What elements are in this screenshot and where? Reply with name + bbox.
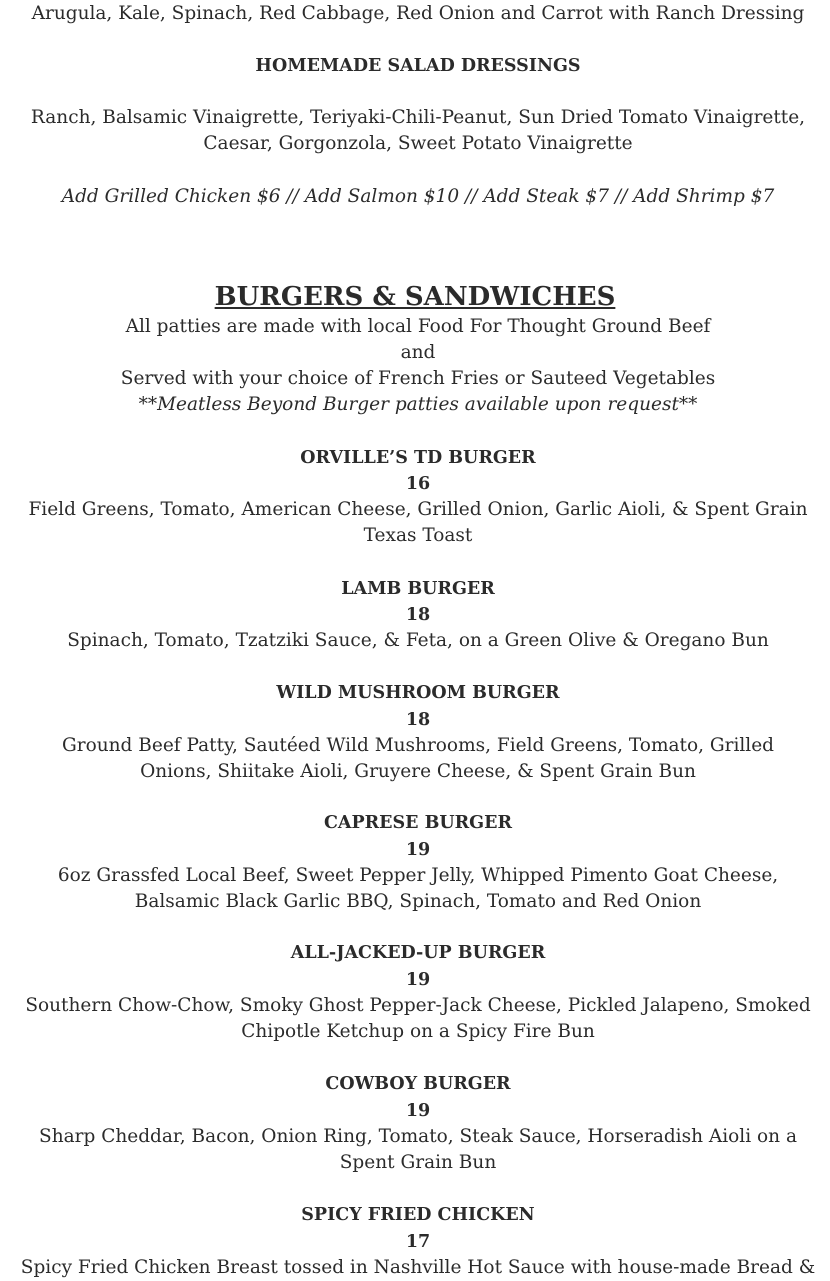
dressings-list-line-1: Ranch, Balsamic Vinaigrette, Teriyaki-Chili-Peanut, Sun Dried Tomato Vinaigrette, (30, 107, 806, 128)
menu-item-name: WILD MUSHROOM BURGER (276, 683, 560, 703)
menu-item-name: CAPRESE BURGER (323, 813, 513, 833)
menu-item-price: 18 (405, 710, 431, 730)
menu-item-price: 19 (405, 1101, 431, 1121)
section-title-burgers: BURGERS & SANDWICHES (214, 282, 616, 312)
salad-addons: Add Grilled Chicken $6 // Add Salmon $10 // Add Steak $7 // Add Shrimp $7 (61, 186, 775, 207)
menu-item-name: LAMB BURGER (341, 579, 495, 599)
burgers-intro-line-1: All patties are made with local Food For Thought Ground Beef (125, 316, 711, 337)
menu-item-price: 19 (405, 840, 431, 860)
menu-item-description: Southern Chow-Chow, Smoky Ghost Pepper-Jack Cheese, Pickled Jalapeno, Smoked (25, 995, 811, 1016)
burgers-intro-line-2: and (400, 342, 436, 363)
menu-item-description: Onions, Shiitake Aioli, Gruyere Cheese, & Spent Grain Bun (140, 761, 696, 782)
menu-item-price: 19 (405, 970, 431, 990)
menu-item-name: ORVILLE’S TD BURGER (300, 448, 536, 468)
burgers-intro-note: **Meatless Beyond Burger patties available upon request** (138, 394, 698, 415)
menu-item-description: Spicy Fried Chicken Breast tossed in Nashville Hot Sauce with house-made Bread & (20, 1257, 816, 1278)
salad-description: Arugula, Kale, Spinach, Red Cabbage, Red Onion and Carrot with Ranch Dressing (31, 3, 805, 24)
menu-item-description: Chipotle Ketchup on a Spicy Fire Bun (241, 1021, 595, 1042)
menu-item-description: Sharp Cheddar, Bacon, Onion Ring, Tomato, Steak Sauce, Horseradish Aioli on a (39, 1126, 797, 1147)
menu-item-name: SPICY FRIED CHICKEN (301, 1205, 535, 1225)
menu-item-description: 6oz Grassfed Local Beef, Sweet Pepper Jelly, Whipped Pimento Goat Cheese, (57, 865, 779, 886)
menu-item-description: Field Greens, Tomato, American Cheese, Grilled Onion, Garlic Aioli, & Spent Grain (28, 499, 808, 520)
menu-item-name: ALL-JACKED-UP BURGER (290, 943, 546, 963)
menu-item-price: 16 (405, 474, 431, 494)
menu-item-description: Spinach, Tomato, Tzatziki Sauce, & Feta, on a Green Olive & Oregano Bun (67, 630, 769, 651)
menu-item-description: Balsamic Black Garlic BBQ, Spinach, Tomato and Red Onion (134, 891, 702, 912)
menu-item-description: Spent Grain Bun (339, 1152, 497, 1173)
menu-item-price: 17 (405, 1232, 431, 1252)
menu-item-name: COWBOY BURGER (325, 1074, 511, 1094)
menu-item-description: Texas Toast (363, 525, 473, 546)
menu-item-price: 18 (405, 605, 431, 625)
menu-item-description: Ground Beef Patty, Sautéed Wild Mushrooms, Field Greens, Tomato, Grilled (61, 735, 775, 756)
dressings-list-line-2: Caesar, Gorgonzola, Sweet Potato Vinaigrette (203, 133, 633, 154)
dressings-heading: HOMEMADE SALAD DRESSINGS (255, 56, 581, 76)
burgers-intro-line-3: Served with your choice of French Fries or Sauteed Vegetables (120, 368, 716, 389)
